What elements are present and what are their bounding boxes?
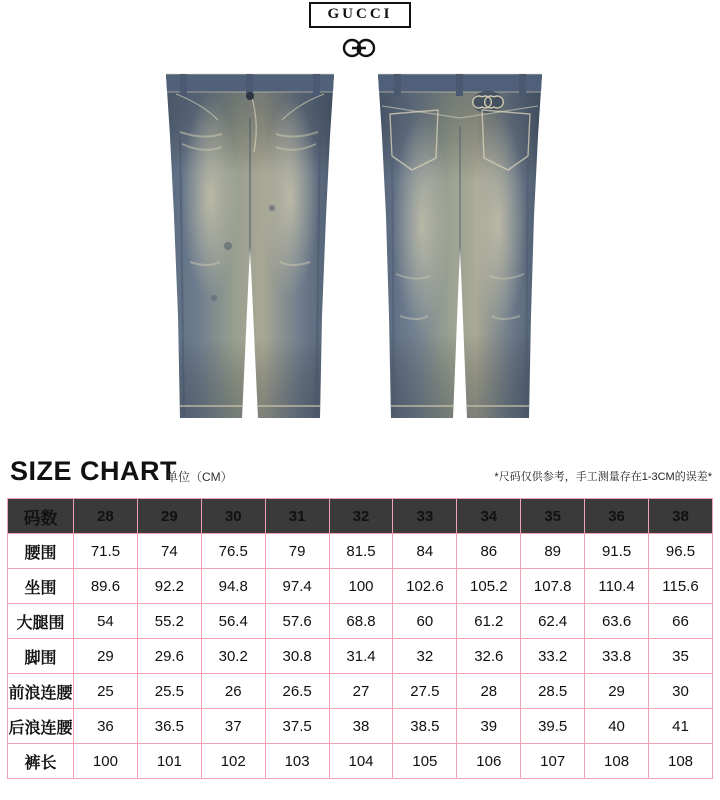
cell: 36.5 xyxy=(137,709,201,744)
cell: 108 xyxy=(585,744,649,779)
cell: 62.4 xyxy=(521,604,585,639)
cell: 74 xyxy=(137,534,201,569)
cell: 40 xyxy=(585,709,649,744)
cell: 32.6 xyxy=(457,639,521,674)
table-row xyxy=(8,569,713,604)
cell: 100 xyxy=(74,744,138,779)
cell: 35 xyxy=(649,639,713,674)
table-header-row xyxy=(8,499,713,534)
cell: 28 xyxy=(457,674,521,709)
cell: 37 xyxy=(201,709,265,744)
cell: 103 xyxy=(265,744,329,779)
cell: 29 xyxy=(74,639,138,674)
cell: 38.5 xyxy=(393,709,457,744)
cell: 91.5 xyxy=(585,534,649,569)
cell: 97.4 xyxy=(265,569,329,604)
cell: 110.4 xyxy=(585,569,649,604)
cell: 104 xyxy=(329,744,393,779)
cell: 66 xyxy=(649,604,713,639)
size-header-6: 34 xyxy=(457,499,521,534)
cell: 27.5 xyxy=(393,674,457,709)
cell: 39.5 xyxy=(521,709,585,744)
cell: 89.6 xyxy=(74,569,138,604)
cell: 29.6 xyxy=(137,639,201,674)
cell: 41 xyxy=(649,709,713,744)
cell: 71.5 xyxy=(74,534,138,569)
cell: 33.8 xyxy=(585,639,649,674)
cell: 107.8 xyxy=(521,569,585,604)
back-patch-logo-icon xyxy=(472,91,504,113)
table-row xyxy=(8,674,713,709)
product-photos xyxy=(0,66,720,446)
cell: 105 xyxy=(393,744,457,779)
cell: 92.2 xyxy=(137,569,201,604)
cell: 54 xyxy=(74,604,138,639)
size-header-1: 29 xyxy=(137,499,201,534)
cell: 30 xyxy=(649,674,713,709)
measurement-disclaimer: *尺码仅供参考，手工测量存在1-3CM的误差* xyxy=(494,471,712,483)
cell: 56.4 xyxy=(201,604,265,639)
row-label-back-rise: 后浪连腰 xyxy=(8,709,74,744)
cell: 25 xyxy=(74,674,138,709)
cell: 102 xyxy=(201,744,265,779)
jeans-back-image xyxy=(360,66,560,446)
size-header-8: 36 xyxy=(585,499,649,534)
row-label-thigh: 大腿围 xyxy=(8,604,74,639)
cell: 39 xyxy=(457,709,521,744)
cell: 100 xyxy=(329,569,393,604)
cell: 60 xyxy=(393,604,457,639)
cell: 68.8 xyxy=(329,604,393,639)
gucci-interlocking-g-icon xyxy=(0,34,720,62)
size-header-7: 35 xyxy=(521,499,585,534)
size-header-4: 32 xyxy=(329,499,393,534)
cell: 30.2 xyxy=(201,639,265,674)
page-title: SIZE CHART xyxy=(10,456,177,486)
cell: 61.2 xyxy=(457,604,521,639)
size-chart-table xyxy=(7,498,713,779)
cell: 25.5 xyxy=(137,674,201,709)
cell: 115.6 xyxy=(649,569,713,604)
size-header-0: 28 xyxy=(74,499,138,534)
table-corner-header: 码数 xyxy=(8,499,74,534)
table-row xyxy=(8,604,713,639)
cell: 89 xyxy=(521,534,585,569)
cell: 101 xyxy=(137,744,201,779)
cell: 57.6 xyxy=(265,604,329,639)
cell: 63.6 xyxy=(585,604,649,639)
cell: 76.5 xyxy=(201,534,265,569)
cell: 31.4 xyxy=(329,639,393,674)
cell: 108 xyxy=(649,744,713,779)
table-row xyxy=(8,709,713,744)
size-header-2: 30 xyxy=(201,499,265,534)
cell: 102.6 xyxy=(393,569,457,604)
cell: 36 xyxy=(74,709,138,744)
cell: 37.5 xyxy=(265,709,329,744)
cell: 96.5 xyxy=(649,534,713,569)
cell: 105.2 xyxy=(457,569,521,604)
cell: 27 xyxy=(329,674,393,709)
brand-header xyxy=(0,0,720,62)
cell: 38 xyxy=(329,709,393,744)
row-label-hip: 坐围 xyxy=(8,569,74,604)
cell: 26.5 xyxy=(265,674,329,709)
row-label-front-rise: 前浪连腰 xyxy=(8,674,74,709)
row-label-length: 裤长 xyxy=(8,744,74,779)
cell: 30.8 xyxy=(265,639,329,674)
size-header-5: 33 xyxy=(393,499,457,534)
cell: 86 xyxy=(457,534,521,569)
cell: 28.5 xyxy=(521,674,585,709)
size-header-9: 38 xyxy=(649,499,713,534)
unit-label: 单位（CM） xyxy=(166,470,233,484)
cell: 79 xyxy=(265,534,329,569)
table-row xyxy=(8,639,713,674)
cell: 81.5 xyxy=(329,534,393,569)
row-label-leg-opening: 脚围 xyxy=(8,639,74,674)
row-label-waist: 腰围 xyxy=(8,534,74,569)
jeans-front-image xyxy=(150,66,350,446)
cell: 55.2 xyxy=(137,604,201,639)
cell: 84 xyxy=(393,534,457,569)
cell: 106 xyxy=(457,744,521,779)
cell: 107 xyxy=(521,744,585,779)
cell: 29 xyxy=(585,674,649,709)
size-chart-header xyxy=(0,456,720,492)
cell: 94.8 xyxy=(201,569,265,604)
cell: 32 xyxy=(393,639,457,674)
size-header-3: 31 xyxy=(265,499,329,534)
cell: 33.2 xyxy=(521,639,585,674)
table-row xyxy=(8,534,713,569)
cell: 26 xyxy=(201,674,265,709)
brand-wordmark: GUCCI xyxy=(309,2,410,28)
table-row xyxy=(8,744,713,779)
